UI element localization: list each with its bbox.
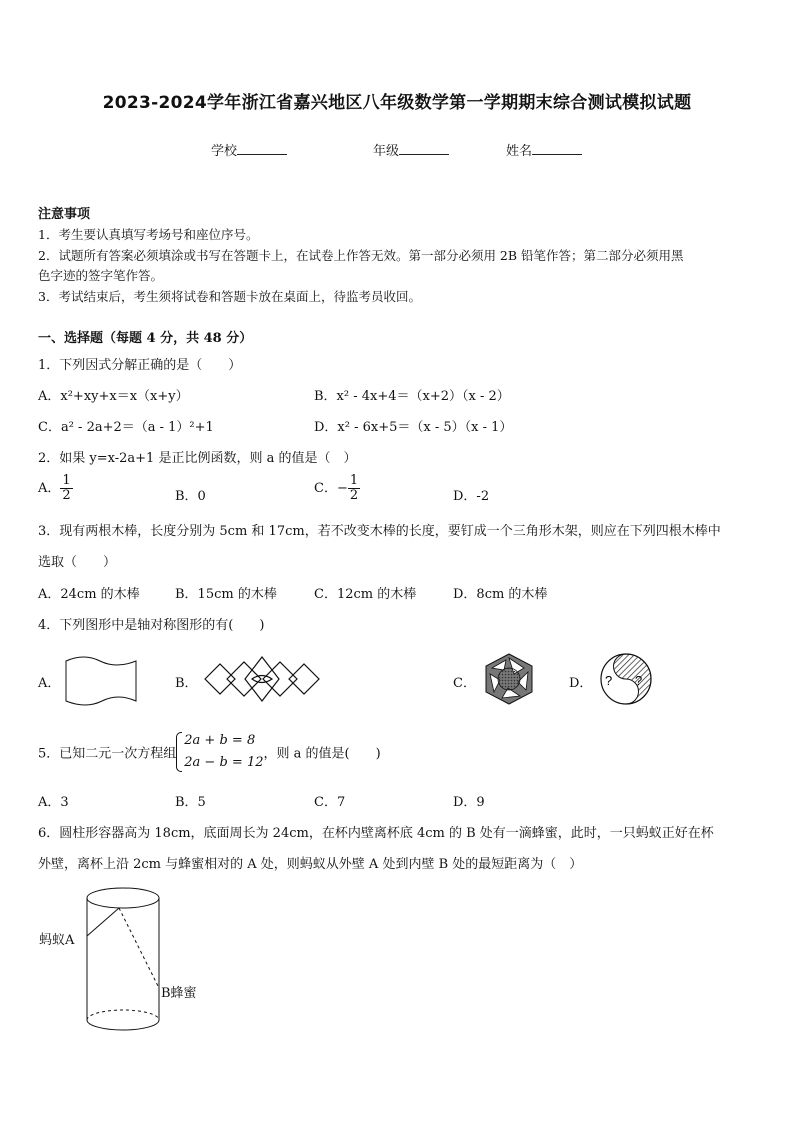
- grade-field: [373, 140, 449, 159]
- name-field: [506, 140, 582, 159]
- q5-stem-post: ，则 a 的值是( ): [263, 746, 381, 762]
- q1-option-b: B．x² - 4x+4＝（x+2）（x - 2）: [314, 389, 510, 404]
- note-item: 1．考生要认真填写考场号和座位序号。: [38, 227, 259, 242]
- q1-option-c: C．a² - 2a+2＝（a - 1）²+1: [38, 420, 214, 435]
- equation-1: 2a + b = 8: [184, 733, 256, 748]
- q5-option-b: B．5: [175, 795, 206, 810]
- q1-stem: 1．下列因式分解正确的是（ ）: [38, 358, 242, 373]
- note-item: 2．试题所有答案必须填涂或书写在答题卡上，在试卷上作答无效。第一部分必须用 2B 铅笔作答；第二部分必须用黑: [38, 248, 684, 263]
- fraction: [60, 474, 72, 503]
- question-mark-left: ?: [605, 673, 613, 688]
- question-mark-right: ?: [635, 673, 643, 688]
- q5-option-d: D．9: [453, 795, 485, 810]
- school-blank: [237, 142, 287, 155]
- grade-blank: [399, 142, 449, 155]
- q5-option-c: C．7: [314, 795, 346, 810]
- exam-title: 2023-2024学年浙江省嘉兴地区八年级数学第一学期期末综合测试模拟试题: [102, 93, 692, 113]
- q6-stem-line1: 6．圆柱形容器高为 18cm，底面周长为 24cm，在杯内壁离杯底 4cm 的 B 处有一滴蜂蜜，此时，一只蚂蚁正好在杯: [38, 826, 714, 841]
- q2-stem: 2．如果 y=x-2a+1 是正比例函数，则 a 的值是（ ）: [38, 451, 357, 466]
- q1-option-d: D．x² - 6x+5＝（x - 5）（x - 1）: [314, 420, 513, 435]
- numerator: 1: [349, 473, 359, 488]
- fraction: [348, 474, 360, 503]
- notes-heading: 注意事项: [38, 207, 91, 222]
- denominator: 2: [349, 488, 359, 503]
- section-heading: 一、选择题（每题 4 分，共 48 分）: [38, 331, 253, 346]
- q5-stem: [38, 730, 381, 774]
- school-label: 学校: [211, 144, 238, 159]
- q3-option-b: B．15cm 的木棒: [175, 587, 277, 602]
- honey-label: B蜂蜜: [161, 986, 197, 1001]
- q3-stem-line1: 3．现有两根木棒，长度分别为 5cm 和 17cm，若不改变木棒的长度，要钉成一个三角形木架，则应在下列四根木棒中: [38, 524, 721, 539]
- q2-option-d: D．-2: [453, 489, 490, 504]
- q5-option-a: A．3: [38, 795, 69, 810]
- note-item: 色字迹的签字笔作答。: [38, 268, 164, 283]
- q4-option-a: A．: [38, 676, 61, 691]
- pinwheel-hexagon-figure: [480, 652, 538, 706]
- school-field: [211, 140, 287, 159]
- note-item: 3．考试结束后，考生须将试卷和答题卡放在桌面上，待监考员收回。: [38, 289, 421, 304]
- q4-option-c: C．: [453, 676, 476, 691]
- q2-option-c: [314, 474, 360, 503]
- equation-system: [176, 730, 263, 774]
- q3-stem-line2: 选取（ ）: [38, 555, 117, 570]
- q4-stem: 4．下列图形中是轴对称图形的有( ): [38, 618, 265, 633]
- grade-label: 年级: [373, 144, 400, 159]
- q4-option-b: B．: [175, 676, 198, 691]
- cylinder-figure: [35, 880, 225, 1040]
- name-label: 姓名: [506, 144, 533, 159]
- ant-label: 蚂蚁A: [39, 933, 75, 948]
- diamond-chain-figure: [200, 654, 325, 704]
- q3-option-c: C．12cm 的木棒: [314, 587, 417, 602]
- q2-option-b: B．0: [175, 489, 206, 504]
- numerator: 1: [62, 473, 71, 488]
- q5-stem-pre: 5．已知二元一次方程组: [38, 746, 177, 762]
- q4-option-d: D．: [569, 676, 593, 691]
- equation-2: 2a − b = 12: [184, 755, 264, 770]
- wavy-banner-figure: [62, 655, 140, 707]
- q6-stem-line2: 外壁，离杯上沿 2cm 与蜂蜜相对的 A 处，则蚂蚁从外壁 A 处到内壁 B 处的最短距离为（ ）: [38, 857, 583, 872]
- q3-option-d: D．8cm 的木棒: [453, 587, 548, 602]
- denominator: 2: [62, 488, 71, 503]
- name-blank: [532, 142, 582, 155]
- q2-option-c-label: C．−: [314, 481, 348, 496]
- yin-yang-figure: [597, 652, 655, 706]
- q1-option-a: A．x²+xy+x＝x（x+y）: [38, 389, 189, 404]
- q2-option-a-label: A．: [38, 481, 61, 496]
- q2-option-a: [38, 474, 73, 503]
- q3-option-a: A．24cm 的木棒: [38, 587, 140, 602]
